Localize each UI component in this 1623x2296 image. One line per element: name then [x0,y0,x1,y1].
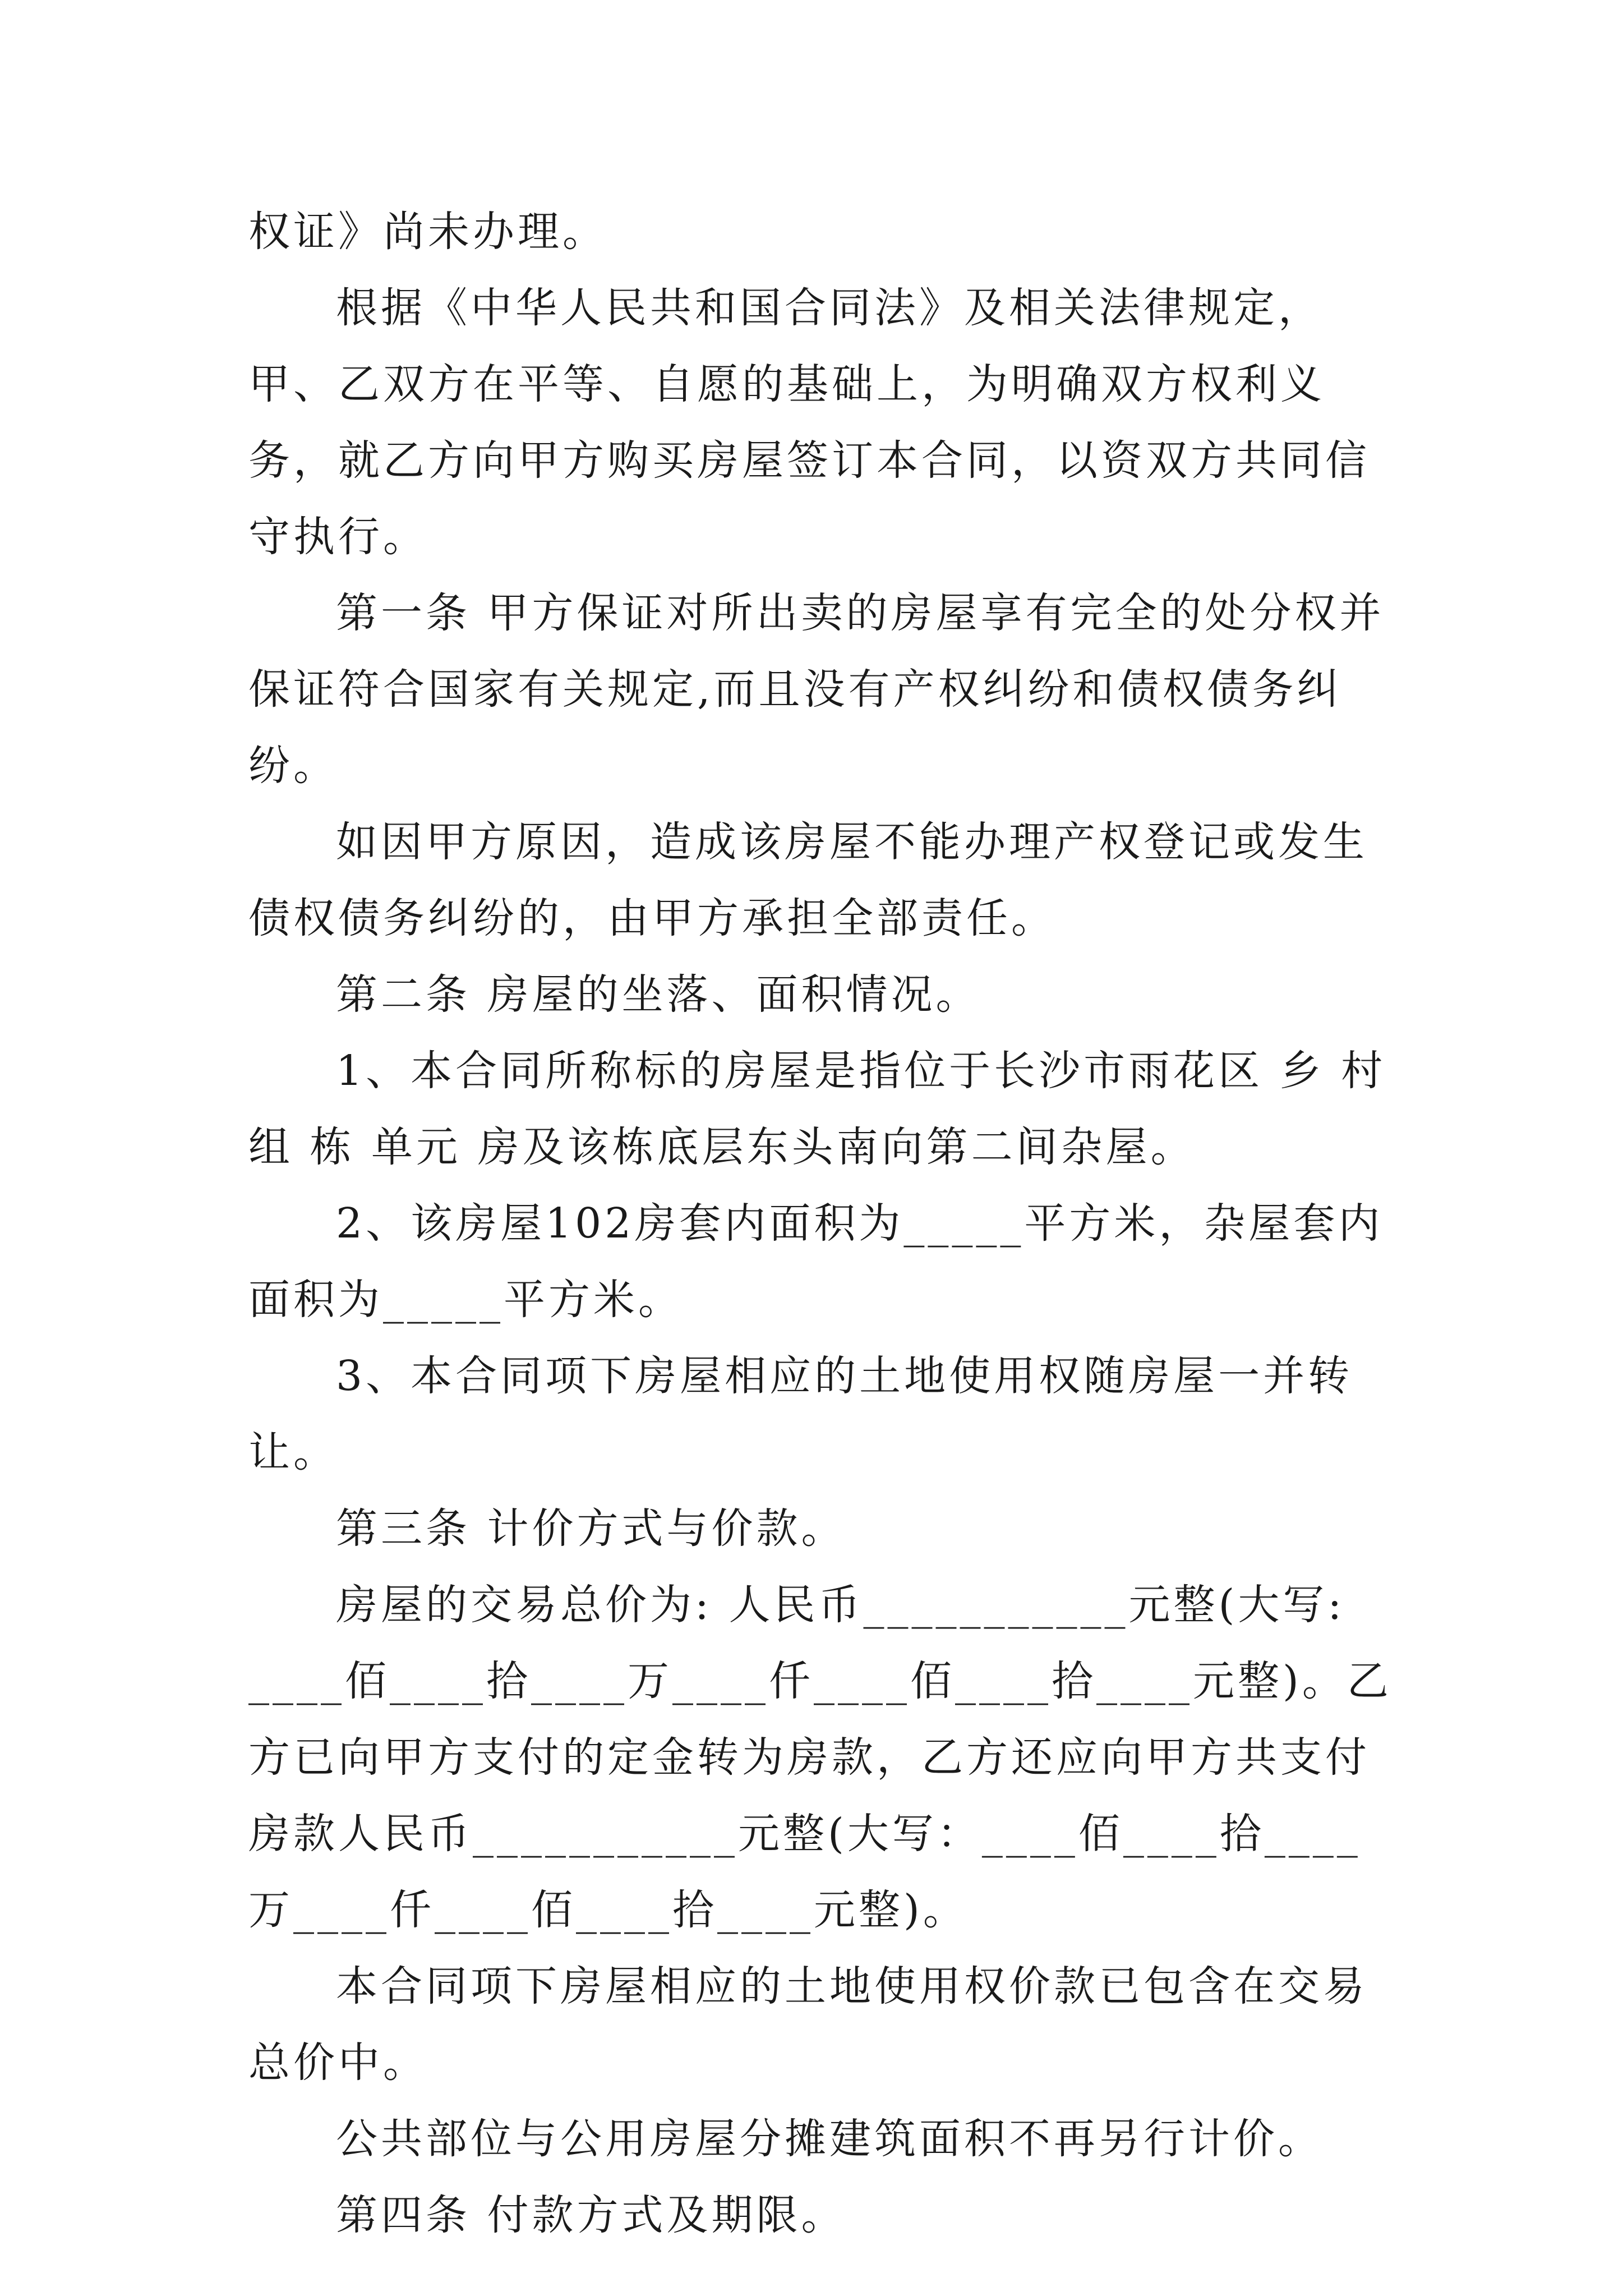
paragraph-article-2-item-2: 2、该房屋102房套内面积为_____平方米，杂屋套内面积为_____平方米。 [248,1199,1384,1324]
paragraph-article-3-price: 房屋的交易总价为: 人民币___________元整(大写: ____佰____拾____万____仟____佰____拾____元整)。乙方已向甲方支付的定金转为房款，乙方还应向甲方共支付房款人民币___________元整(大写：____佰____拾____万____仟____佰____拾____元整)。 [248,1581,1392,1934]
paragraph-article-3-land-price: 本合同项下房屋相应的土地使用权价款已包含在交易总价中。 [248,1962,1368,2087]
document-body [248,194,1393,2253]
paragraph-article-2-item-3: 3、本合同项下房屋相应的土地使用权随房屋一并转让。 [248,1352,1353,1476]
paragraph-preamble: 根据《中华人民共和国合同法》及相关法律规定，甲、乙双方在平等、自愿的基础上，为明确双方权利义务，就乙方向甲方购买房屋签订本合同，以资双方共同信守执行。 [248,284,1370,561]
paragraph-article-2-item-1: 1、本合同所称标的房屋是指位于长沙市雨花区 乡 村 组 栋 单元 房及该栋底层东头南向第二间杂屋。 [248,1047,1386,1171]
paragraph-article-1: 第一条 甲方保证对所出卖的房屋享有完全的处分权并保证符合国家有关规定,而且没有产权纠纷和债权债务纠纷。 [248,589,1385,790]
paragraph-article-4-heading: 第四条 付款方式及期限。 [336,2191,846,2239]
paragraph-continuation: 权证》尚未办理。 [248,208,607,256]
paragraph-article-2-heading: 第二条 房屋的坐落、面积情况。 [336,970,981,1019]
paragraph-article-3-shared-area: 公共部位与公用房屋分摊建筑面积不再另行计价。 [336,2115,1323,2163]
paragraph-article-1-liability: 如因甲方原因，造成该房屋不能办理产权登记或发生债权债务纠纷的，由甲方承担全部责任。 [248,818,1368,942]
paragraph-article-3-heading: 第三条 计价方式与价款。 [336,1504,846,1553]
